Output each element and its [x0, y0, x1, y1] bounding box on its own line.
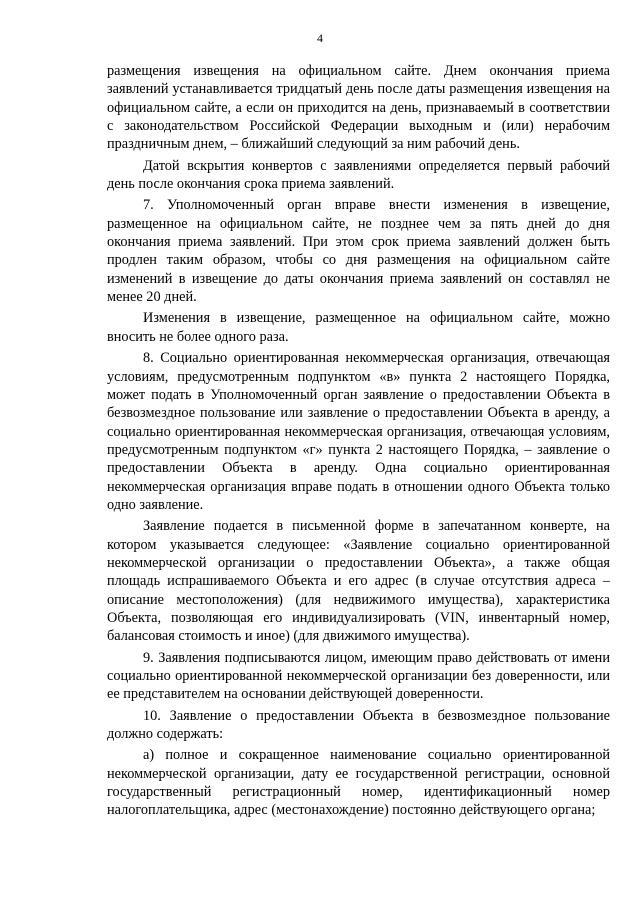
paragraph-item-10: 10. Заявление о предоставлении Объекта в безвозмездное пользование должно содержать:	[107, 707, 610, 743]
paragraph-application-form: Заявление подается в письменной форме в запечатанном конверте, на котором указывается следующее: «Заявление социально ориентированной некоммерческой организации о предоставлении Объекта», а также общая площадь испрашиваемого Объекта и его адрес (в случае отсутствия адреса – описание местоположения) (для недвижимого имущества), характеристика Объекта, позволяющая его индивидуализировать (VIN, инвентарный номер, балансовая стоимость и иное) (для движимого имущества).	[107, 518, 610, 645]
paragraph-item-8: 8. Социально ориентированная некоммерческая организация, отвечающая условиям, предусмотренным подпунктом «в» пункта 2 настоящего Порядка, может подать в Уполномоченный орган заявление о предоставлении Объекта в безвозмездное пользование или заявление о предоставлении Объекта в аренду, а социально ориентированная некоммерческая организация, отвечающая условиям, предусмотренным подпунктом «г» пункта 2 настоящего Порядка, – заявление о предоставлении Объекта в аренду. Одна социально ориентированная некоммерческая организация вправе подать в отношении одного Объекта только одно заявление.	[107, 350, 610, 513]
paragraph-item-7: 7. Уполномоченный орган вправе внести изменения в извещение, размещенное на официальном сайте, не позднее чем за пять дней до дня окончания приема заявлений. При этом срок приема заявлений должен быть продлен таким образом, чтобы со дня размещения на официальном сайте изменений в извещение до даты окончания приема заявлений он составлял не менее 20 дней.	[107, 197, 610, 306]
paragraph-subitem-a: а) полное и сокращенное наименование социально ориентированной некоммерческой организации, дату ее государственной регистрации, основной государственный регистрационный номер, идентификационный номер налогоплательщика, адрес (местонахождение) постоянно действующего органа;	[107, 747, 610, 819]
paragraph-intro-continuation: размещения извещения на официальном сайте. Днем окончания приема заявлений устанавливается тридцатый день после даты размещения извещения на официальном сайте, а если он приходится на день, признаваемый в соответствии с законодательством Российской Федерации выходным и (или) нерабочим праздничным днем, – ближайший следующий за ним рабочий день.	[107, 63, 610, 153]
paragraph-changes-limit: Изменения в извещение, размещенное на официальном сайте, можно вносить не более одного раза.	[107, 310, 610, 345]
paragraph-envelope-opening-date: Датой вскрытия конвертов с заявлениями определяется первый рабочий день после окончания срока приема заявлений.	[107, 157, 610, 193]
page-number: 4	[317, 31, 323, 45]
document-body	[107, 62, 610, 820]
paragraph-item-9: 9. Заявления подписываются лицом, имеющим право действовать от имени социально ориентированной некоммерческой организации без доверенности, или ее представителем на основании действующей доверенности.	[107, 649, 610, 703]
